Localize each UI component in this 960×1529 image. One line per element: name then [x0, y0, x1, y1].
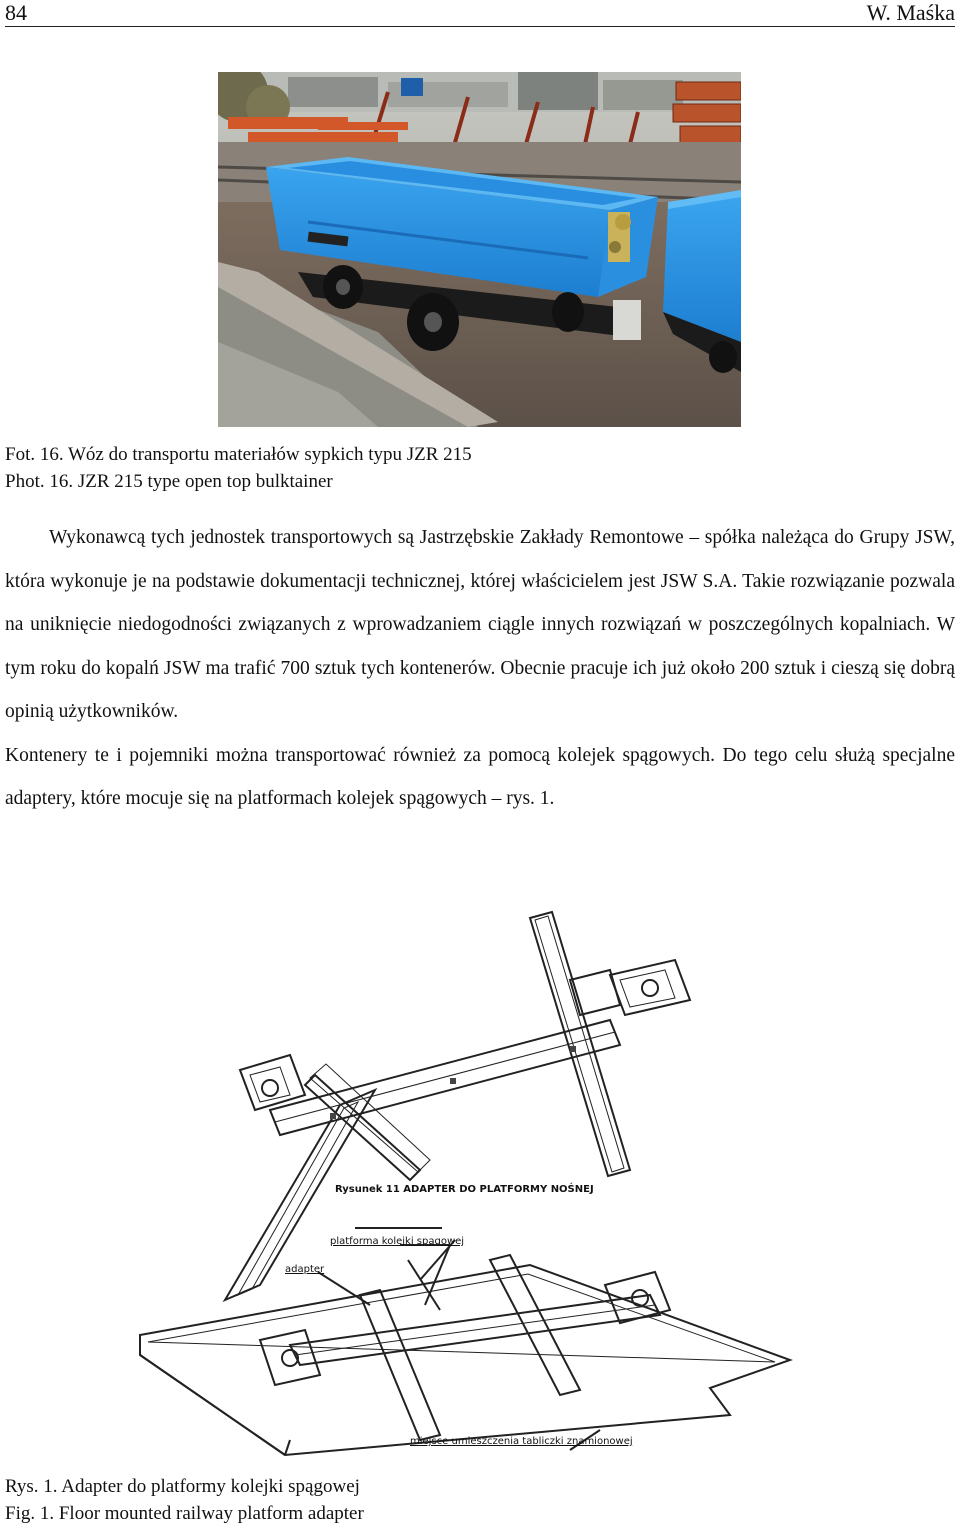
bulktainer-photo	[218, 72, 741, 427]
page-number: 84	[5, 0, 27, 25]
body-text	[5, 516, 955, 821]
running-head-author: W. Maśka	[866, 0, 955, 25]
photo-caption-polish: Fot. 16. Wóz do transportu materiałów sypkich typu JZR 215	[5, 444, 472, 465]
figure-caption-english: Fig. 1. Floor mounted railway platform adapter	[5, 1503, 364, 1524]
page-header	[5, 0, 955, 27]
photo-caption-english: Phot. 16. JZR 215 type open top bulktainer	[5, 471, 333, 492]
adapter-label: adapter	[285, 1264, 325, 1275]
adapter-drawing	[130, 910, 830, 1470]
nameplate-label: miejsce umieszczenia tabliczki znamionowej	[410, 1436, 633, 1447]
paragraph-1: Wykonawcą tych jednostek transportowych są Jastrzębskie Zakłady Remontowe – spółka należąca do Grupy JSW, która wykonuje je na podstawie dokumentacji technicznej, której właścicielem jest JSW S.A. Takie rozwiązanie pozwala na uniknięcie niedogodności związanych z wprowadzaniem ciągle innych rozwiązań w poszczególnych kopalniach. W tym roku do kopalń JSW ma trafić 700 sztuk tych kontenerów. Obecnie pracuje ich już około 200 sztuk i cieszą się dobrą opinią użytkowników.	[5, 527, 955, 722]
paragraph-2: Kontenery te i pojemniki można transportować również za pomocą kolejek spągowych. Do tego celu służą specjalne adaptery, które mocuje się na platformach kolejek spągowych – rys. 1.	[5, 744, 955, 809]
figure-caption-polish: Rys. 1. Adapter do platformy kolejki spągowej	[5, 1476, 360, 1497]
drawing-title: Rysunek 11 ADAPTER DO PLATFORMY NOŚNEJ	[335, 1184, 594, 1195]
platform-label: platforma kolejki spągowej	[330, 1236, 465, 1247]
